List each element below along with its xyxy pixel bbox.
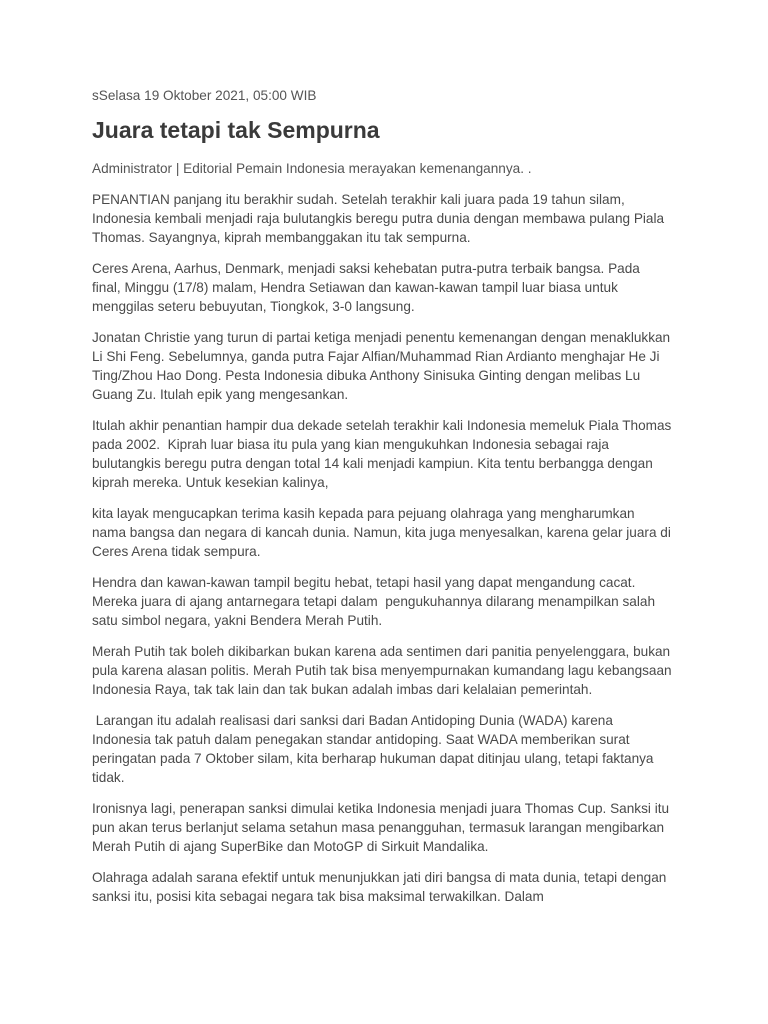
article-paragraph-6: Hendra dan kawan-kawan tampil begitu hebat, tetapi hasil yang dapat mengandung cacat. Mereka juara di ajang antarnegara tetapi dalam pengukuhannya dilarang menampilkan salah satu simbol negara, yakni Bendera Merah Putih. — [92, 575, 659, 628]
article-paragraph-10: Olahraga adalah sarana efektif untuk menunjukkan jati diri bangsa di mata dunia, tetapi dengan sanksi itu, posisi kita sebagai negara tak bisa maksimal terwakilkan. Dalam — [92, 870, 671, 904]
article-body — [92, 190, 676, 906]
article-byline: Administrator | Editorial Pemain Indonesia merayakan kemenangannya. . — [92, 161, 532, 176]
article-page — [92, 86, 676, 918]
article-dateline: sSelasa 19 Oktober 2021, 05:00 WIB — [92, 88, 317, 103]
article-paragraph-3: Jonatan Christie yang turun di partai ketiga menjadi penentu kemenangan dengan menaklukkan Li Shi Feng. Sebelumnya, ganda putra Fajar Alfian/Muhammad Rian Ardianto menghajar He Ji Ting/Zhou Hao Dong. Pesta Indonesia dibuka Anthony Sinisuka Ginting dengan melibas Lu Guang Zu. Itulah epik yang mengesankan. — [92, 330, 674, 402]
article-paragraph-1: PENANTIAN panjang itu berakhir sudah. Setelah terakhir kali juara pada 19 tahun silam, Indonesia kembali menjadi raja bulutangkis beregu putra dunia dengan membawa pulang Piala Thomas. Sayangnya, kiprah membanggakan itu tak sempurna. — [92, 192, 668, 245]
article-paragraph-8: Larangan itu adalah realisasi dari sanksi dari Badan Antidoping Dunia (WADA) karena Indonesia tak patuh dalam penegakan standar antidoping. Saat WADA memberikan surat peringatan pada 7 Oktober silam, kita berharap hukuman dapat ditinjau ulang, tetapi faktanya tidak. — [92, 713, 658, 785]
article-paragraph-4: Itulah akhir penantian hampir dua dekade setelah terakhir kali Indonesia memeluk Piala Thomas pada 2002. Kiprah luar biasa itu pula yang kian mengukuhkan Indonesia sebagai raja bulutangkis beregu putra dengan total 14 kali menjadi kampiun. Kita tentu berbangga dengan kiprah mereka. Untuk kesekian kalinya, — [92, 418, 676, 490]
article-title: Juara tetapi tak Sempurna — [92, 117, 380, 143]
article-paragraph-2: Ceres Arena, Aarhus, Denmark, menjadi saksi kehebatan putra-putra terbaik bangsa. Pada final, Minggu (17/8) malam, Hendra Setiawan dan kawan-kawan tampil luar biasa untuk menggilas seteru bebuyutan, Tiongkok, 3-0 langsung. — [92, 261, 644, 314]
article-paragraph-9: Ironisnya lagi, penerapan sanksi dimulai ketika Indonesia menjadi juara Thomas Cup. Sanksi itu pun akan terus berlanjut selama setahun masa penangguhan, termasuk larangan mengibarkan Merah Putih di ajang SuperBike dan MotoGP di Sirkuit Mandalika. — [92, 801, 673, 854]
article-paragraph-5: kita layak mengucapkan terima kasih kepada para pejuang olahraga yang mengharumkan nama bangsa dan negara di kancah dunia. Namun, kita juga menyesalkan, karena gelar juara di Ceres Arena tidak sempura. — [92, 506, 675, 559]
article-paragraph-7: Merah Putih tak boleh dikibarkan bukan karena ada sentimen dari panitia penyelenggara, bukan pula karena alasan politis. Merah Putih tak bisa menyempurnakan kumandang lagu kebangsaan Indonesia Raya, tak tak lain dan tak bukan adalah imbas dari kelalaian pemerintah. — [92, 644, 676, 697]
